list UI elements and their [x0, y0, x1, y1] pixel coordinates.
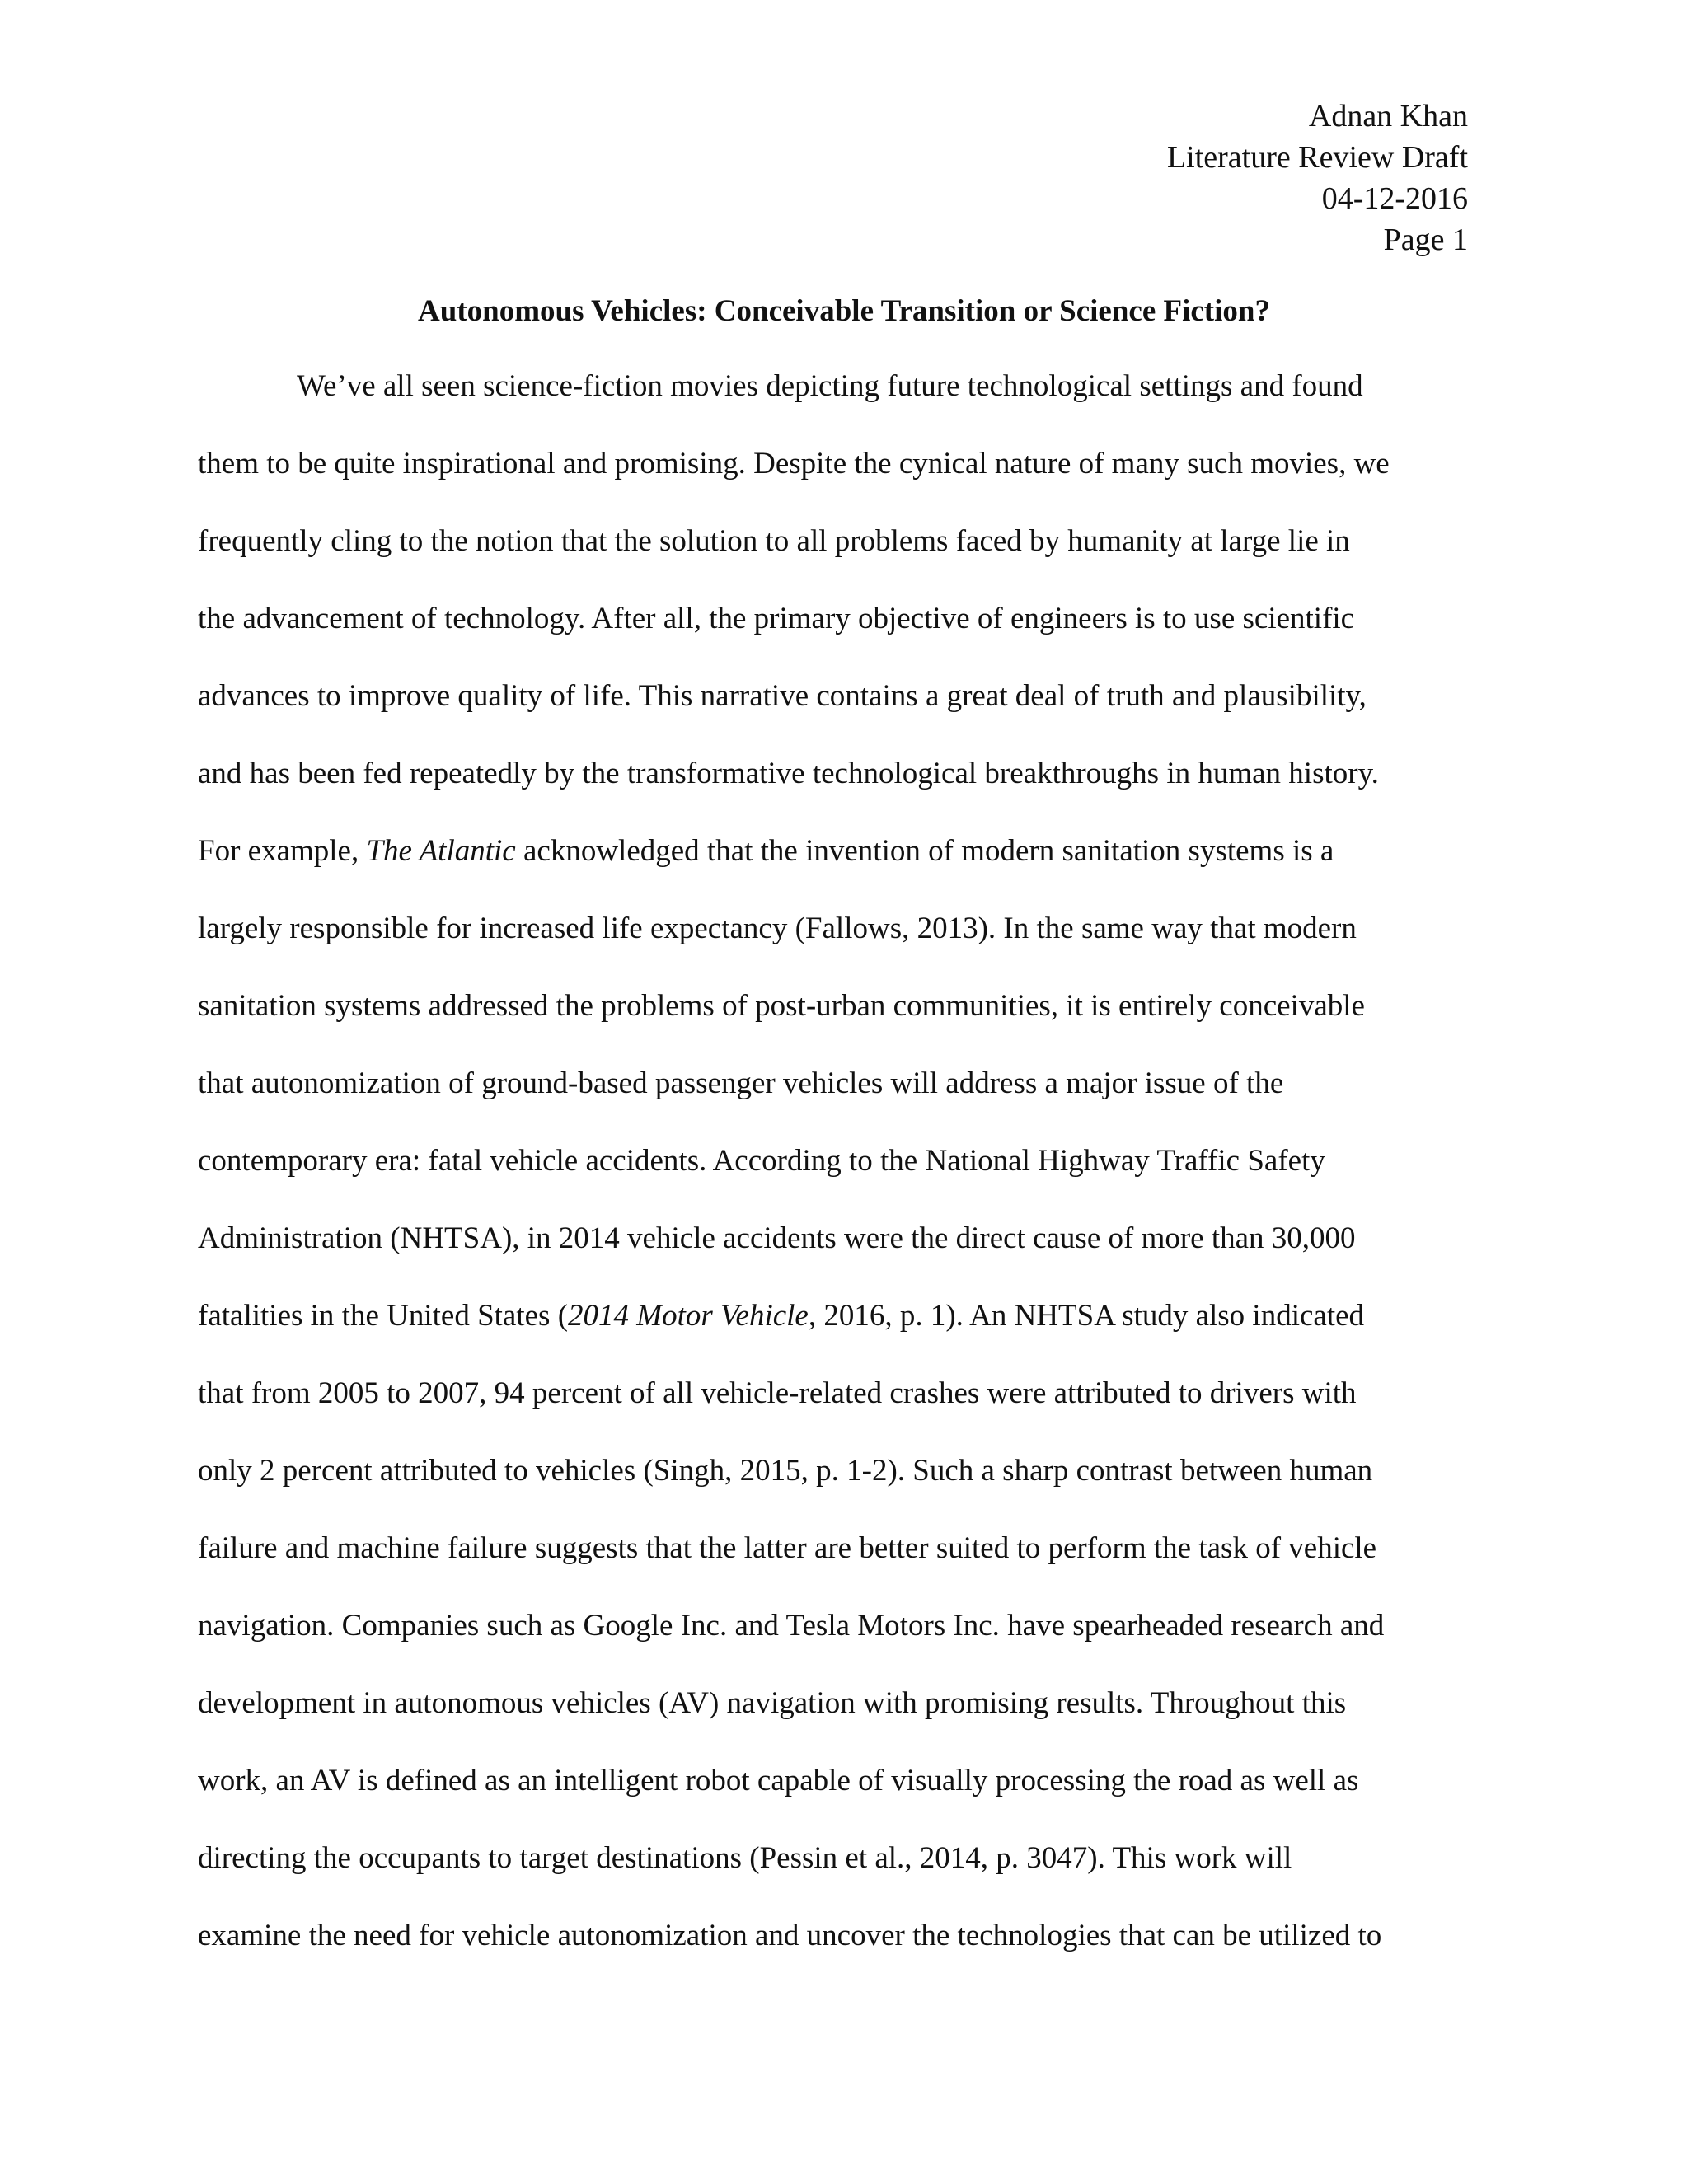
text-line: contemporary era: fatal vehicle accidents. According to the National Highway Traffic Safety	[198, 1144, 1325, 1178]
text-line: examine the need for vehicle autonomization and uncover the technologies that can be utilized to	[198, 1919, 1382, 1952]
text-line: only 2 percent attributed to vehicles (Singh, 2015, p. 1-2). Such a sharp contrast between human	[198, 1454, 1373, 1488]
page-header	[1167, 96, 1468, 260]
text-line: navigation. Companies such as Google Inc. and Tesla Motors Inc. have spearheaded research and	[198, 1609, 1385, 1643]
document-type: Literature Review Draft	[1166, 140, 1468, 175]
text-line: We’ve all seen science-fiction movies depicting future technological settings and found	[297, 369, 1363, 403]
italic-source-title: 2014 Motor Vehicle	[568, 1299, 809, 1333]
body-paragraph	[198, 366, 1484, 1993]
page-number: Page 1	[1383, 223, 1468, 257]
text-line	[198, 831, 1484, 908]
text-line	[198, 1296, 1484, 1373]
text-line: sanitation systems addressed the problems of post-urban communities, it is entirely conceivable	[198, 989, 1365, 1023]
text-line: frequently cling to the notion that the solution to all problems faced by humanity at large lie in	[198, 524, 1350, 558]
text-line: failure and machine failure suggests that the latter are better suited to perform the task of vehicle	[198, 1531, 1377, 1565]
document-title: Autonomous Vehicles: Conceivable Transition or Science Fiction?	[418, 294, 1270, 328]
text-line: work, an AV is defined as an intelligent robot capable of visually processing the road as well as	[198, 1764, 1359, 1797]
text-segment: fatalities in the United States (	[198, 1299, 569, 1333]
text-line: that from 2005 to 2007, 94 percent of all vehicle-related crashes were attributed to drivers with	[198, 1376, 1357, 1410]
document-date: 04-12-2016	[1321, 181, 1468, 216]
text-line: directing the occupants to target destinations (Pessin et al., 2014, p. 3047). This work will	[198, 1841, 1292, 1875]
text-line: that autonomization of ground-based passenger vehicles will address a major issue of the	[198, 1066, 1284, 1100]
text-line: the advancement of technology. After all, the primary objective of engineers is to use scientific	[198, 602, 1355, 635]
text-segment: acknowledged that the invention of modern sanitation systems is a	[515, 834, 1334, 868]
text-segment: For example,	[198, 834, 367, 868]
text-segment: , 2016, p. 1). An NHTSA study also indicated	[808, 1299, 1365, 1333]
text-line: advances to improve quality of life. This narrative contains a great deal of truth and plausibility,	[198, 679, 1367, 713]
text-line: them to be quite inspirational and promising. Despite the cynical nature of many such movies, we	[198, 447, 1390, 480]
text-line: largely responsible for increased life expectancy (Fallows, 2013). In the same way that modern	[198, 912, 1357, 945]
italic-source-title: The Atlantic	[366, 834, 516, 868]
author-name: Adnan Khan	[1308, 99, 1468, 134]
text-line: Administration (NHTSA), in 2014 vehicle accidents were the direct cause of more than 30,000	[198, 1221, 1356, 1255]
text-line: and has been fed repeatedly by the transformative technological breakthroughs in human history.	[198, 757, 1379, 790]
text-line: development in autonomous vehicles (AV) navigation with promising results. Throughout this	[198, 1686, 1347, 1720]
